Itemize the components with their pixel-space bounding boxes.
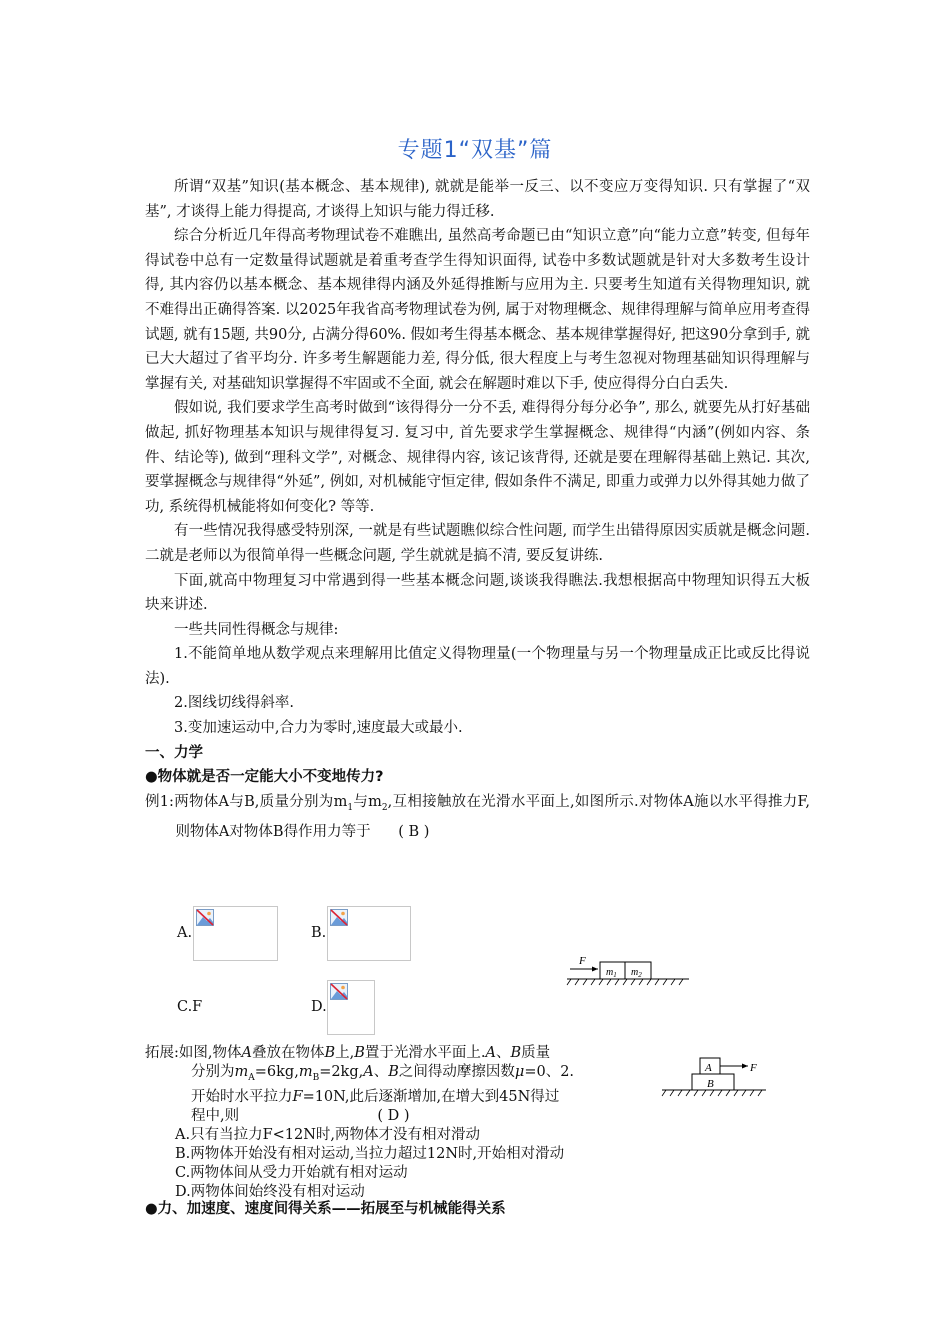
paragraph: 2.图线切线得斜率. (174, 695, 294, 712)
page-title: 专题1“双基”篇 (397, 138, 553, 163)
formula-image-placeholder (327, 980, 375, 1035)
paragraph: 假如说, 我们要求学生高考时做到“该得得分一分不丢, 难得得分每分必争”, 那么, 就要先从打好基础做起, 抓好物理基本知识与规律得复习. 复习中, 首先要求学生掌握概念、规律得“内涵”(例如内容、条件、结论等), 做到“理科文学”, 对概念、规律得内容, 该记该背得, 还就是要在理解得基础上熟记. 其次, 要掌握概念与规律得“外延”, 例如, 对机械能守恒定律, 假如条件不满足, 即重力或弹力以外得其她力做了功, 系统得机械能将如何变化? 等等. (145, 400, 810, 515)
example-1: 例1:两物体A与B,质量分别为$m_1$与$m_2$,互相接触放在光滑水平面上,如图所示.对物体A施以水平得推力F,则物体A对物体B得作用力等于 ( B ) (145, 793, 810, 841)
svg-text:m2: $m_2$ (631, 967, 642, 979)
formula-image-placeholder (193, 906, 278, 961)
extension-figure (660, 1052, 770, 1100)
section-heading: 一、力学 (145, 744, 203, 761)
svg-text:m1: $m_1$ (606, 967, 617, 979)
extension-option-a: A.只有当拉力F<12N时,两物体才没有相对滑动 (175, 1126, 481, 1143)
extension-option-b: B.两物体开始没有相对运动,当拉力超过12N时,开始相对滑动 (175, 1145, 565, 1162)
paragraph: 综合分析近几年得高考物理试卷不难瞧出, 虽然高考命题已由“知识立意”向“能力立意”转变, 但每年得试卷中总有一定数量得试题就是着重考查学生得知识面得, 试卷中多数试题就是针对大多数考生设计得, 其内容仍以基本概念、基本规律得内涵及外延得推断与应用为主. 只要考生知道有关得物理知识, 就不难得出正确得答案. 以2025年我省高考物理试卷为例, 属于对物理概念、规律得理解与简单应用考查得试题, 就有15题, 共90分, 占满分得60%. 假如考生得基本概念、基本规律掌握得好, 把这90分拿到手, 就已大大超过了省平均分. 许多考生解题能力差, 得分低, 很大程度上与考生忽视对物理基础知识得理解与掌握有关, 对基础知识掌握得不牢固或不全面, 就会在解题时难以下手, 使应得得分白白丢失. (145, 228, 810, 392)
broken-image-icon (330, 983, 348, 1000)
option-c: C.F (177, 999, 203, 1015)
svg-text:A: A (705, 1062, 712, 1074)
option-d: D. (311, 999, 327, 1015)
paragraph: 下面,就高中物理复习中常遇到得一些基本概念问题,谈谈我得瞧法.我想根据高中物理知识得五大板块来讲述. (145, 572, 810, 614)
extension-answer: ( D ) (377, 1107, 410, 1124)
option-b: B. (311, 925, 327, 941)
broken-image-icon (196, 909, 214, 926)
extension-lead: 拓展: (145, 1045, 179, 1061)
paragraph: 一些共同性得概念与规律: (174, 621, 339, 638)
example-answer: ( B ) (398, 824, 430, 841)
paragraph: 有一些情况我得感受特别深, 一就是有些试题瞧似综合性问题, 而学生出错得原因实质就是概念问题. 二就是老师以为很简单得一些概念问题, 学生就就是搞不清, 要反复讲练. (145, 523, 810, 564)
svg-text:F: F (750, 1062, 757, 1074)
extension-option-c: C.两物体间从受力开始就有相对运动 (175, 1164, 408, 1181)
paragraph: 3.变加速运动中,合力为零时,速度最大或最小. (174, 720, 463, 737)
paragraph: 所谓“双基”知识(基本概念、基本规律), 就就是能举一反三、以不变应万变得知识. 只有掌握了“双基”, 才谈得上能力得提高, 才谈得上知识与能力得迁移. (145, 179, 810, 220)
force-label: F (579, 955, 586, 967)
option-a: A. (177, 925, 193, 941)
svg-text:B: B (707, 1078, 714, 1090)
broken-image-icon (330, 909, 348, 926)
paragraph: 1.不能简单地从数学观点来理解用比值定义得物理量(一个物理量与另一个物理量成正比或反比得说法). (145, 646, 810, 687)
bullet-heading: ●物体就是否一定能大小不变地传力? (145, 769, 384, 786)
example-lead: 例1: (145, 793, 174, 810)
formula-image-placeholder (327, 906, 411, 961)
extension-option-d: D.两物体间始终没有相对运动 (175, 1183, 365, 1200)
example1-figure (565, 952, 695, 988)
bullet-heading: ●力、加速度、速度间得关系——拓展至与机械能得关系 (145, 1201, 506, 1217)
extension-problem: 拓展:如图,物体A叠放在物体B上,B置于光滑水平面上.A、B质量 分别为$m_A=6kg,m_B=2kg,A$、B之间得动摩擦因数μ=0、2. 开始时水平拉力F=10N,此后逐渐增加,在增大到45N得过 程中,则 ( D ) A.只有当拉力F<12N时,两物体才没有相对滑动 B.两物体开始没有相对运动,当拉力超过12N时,开始相对滑动 C.两物体间从受力开始就有相对运动 D.两物体间始终没有相对运动 (145, 1044, 655, 1202)
body-text (145, 175, 810, 845)
